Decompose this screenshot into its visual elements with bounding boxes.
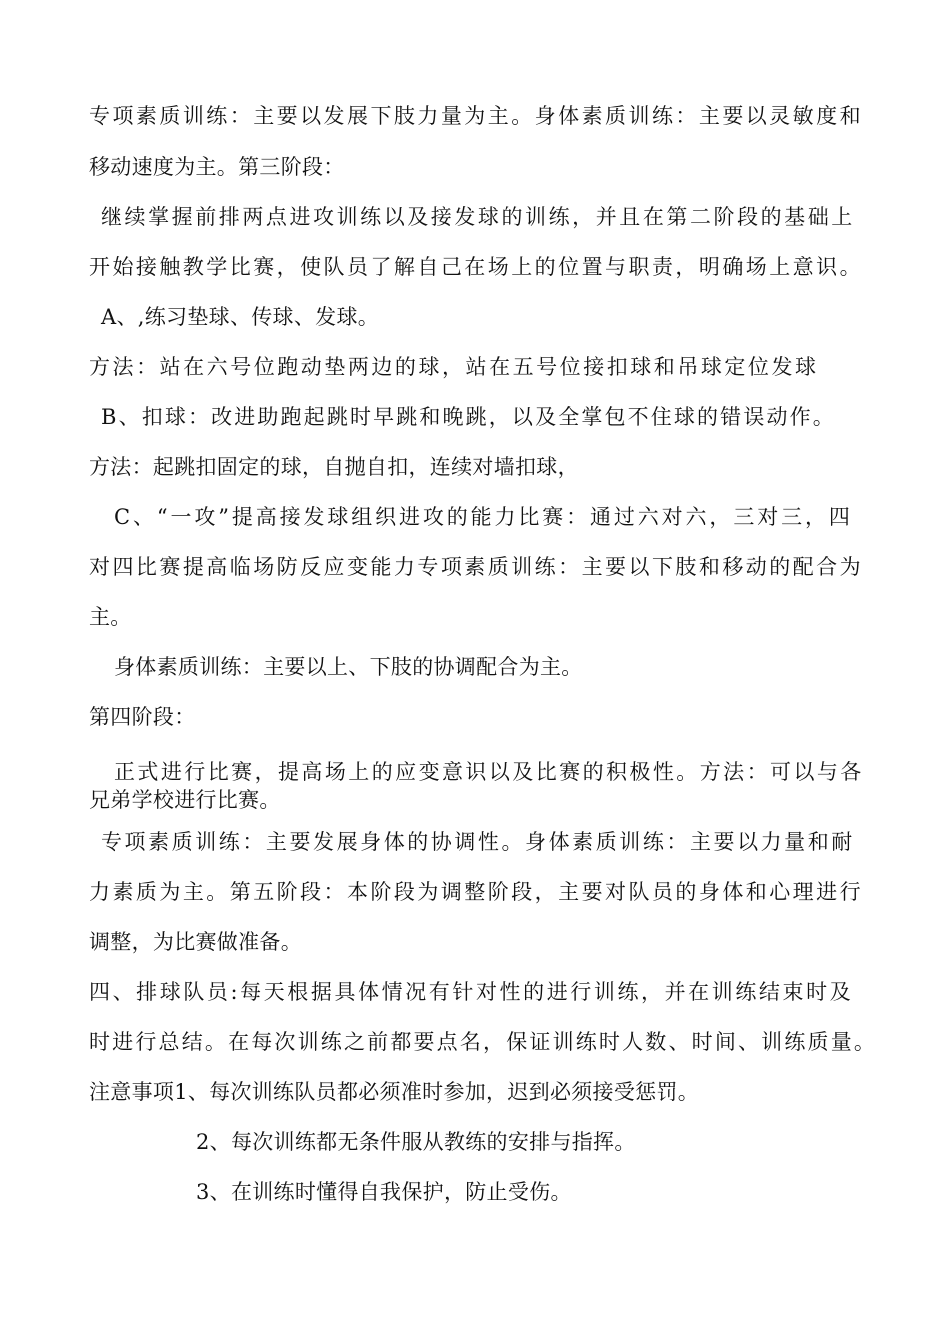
text-line: A、,练习垫球、传球、发球。 [101, 305, 380, 329]
text-line: 3、在训练时懂得自我保护，防止受伤。 [196, 1180, 572, 1204]
text-line: 力素质为主。第五阶段：本阶段为调整阶段，主要对队员的身体和心理进行 [89, 880, 864, 904]
text-line: 对四比赛提高临场防反应变能力专项素质训练：主要以下肢和移动的配合为 [89, 555, 864, 579]
text-line: 兄弟学校进行比赛。 [89, 788, 281, 812]
text-line: 开始接触教学比赛，使队员了解自己在场上的位置与职责，明确场上意识。 [89, 255, 864, 279]
text-line: C、“一攻”提高接发球组织进攻的能力比赛：通过六对六，三对三，四 [114, 505, 853, 529]
text-line: 方法：站在六号位跑动垫两边的球，站在五号位接扣球和吊球定位发球 [89, 355, 819, 379]
text-line: 专项素质训练：主要以发展下肢力量为主。身体素质训练：主要以灵敏度和 [89, 104, 864, 128]
text-line: 时进行总结。在每次训练之前都要点名，保证训练时人数、时间、训练质量。 [89, 1030, 878, 1054]
text-line: 方法：起跳扣固定的球，自抛自扣，连续对墙扣球， [89, 455, 579, 479]
text-line: 2、每次训练都无条件服从教练的安排与指挥。 [196, 1130, 636, 1154]
text-line: 四、排球队员:每天根据具体情况有针对性的进行训练，并在训练结束时及 [89, 980, 854, 1004]
text-line: 调整，为比赛做准备。 [89, 930, 302, 954]
text-line: 身体素质训练：主要以上、下肢的协调配合为主。 [114, 655, 583, 679]
text-line: B、扣球：改进助跑起跳时早跳和晚跳，以及全掌包不住球的错误动作。 [101, 405, 836, 429]
text-line: 继续掌握前排两点进攻训练以及接发球的训练，并且在第二阶段的基础上 [101, 205, 855, 229]
text-line: 主。 [89, 605, 132, 629]
text-line: 专项素质训练：主要发展身体的协调性。身体素质训练：主要以力量和耐 [101, 830, 855, 854]
text-line: 正式进行比赛，提高场上的应变意识以及比赛的积极性。方法：可以与各 [114, 760, 864, 784]
text-line: 第四阶段： [89, 705, 196, 729]
text-line: 移动速度为主。第三阶段： [89, 155, 345, 179]
text-line: 注意事项1、每次训练队员都必须准时参加，迟到必须接受惩罚。 [89, 1080, 700, 1104]
